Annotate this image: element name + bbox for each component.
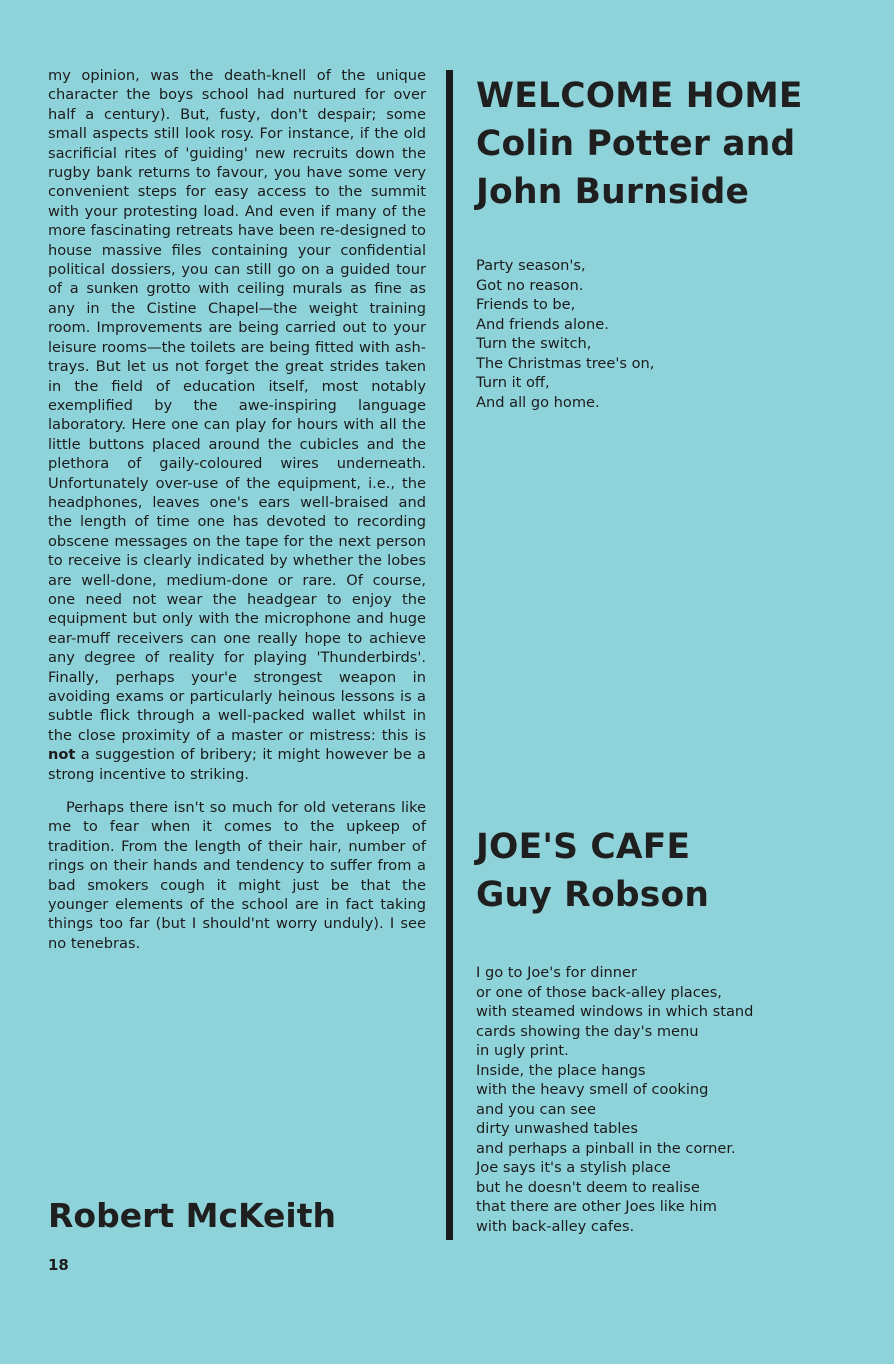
poem-line: And all go home.	[476, 393, 600, 411]
poem-line: cards showing the day's menu	[476, 1022, 699, 1040]
poem-line: or one of those back-alley places,	[476, 983, 722, 1001]
column-divider	[446, 70, 453, 1240]
poem-line: with back-alley cafes.	[476, 1217, 635, 1235]
article-text: a suggestion of bribery; it might however be a strong incentive to striking.	[48, 746, 426, 783]
article-text: my opinion, was the death-knell of the unique character the boys school had nurtured for over half a century). But, fusty, don't despair; some small aspects still look rosy. For instance, if the old sacrificial rites of 'guiding' new recruits down the rugby bank returns to favour, you have some very convenient steps for easy access to the summit with your protesting load. And even if many of the more fascinating retreats have been re-designed to house massive files containing your confidential political dossiers, you can still go on a guided tour of a sunken grotto with ceiling murals as fine as any in the Cistine Chapel—the weight training room. Improvements are being carried out to your leisure rooms—the toilets are being fitted with ash-trays. But let us not forget the great strides taken in the field of education itself, most notably exemplified by the awe-inspiring language laboratory. Here one can play for hours with all the little buttons placed around the cubicles and the plethora of gaily-coloured wires underneath. Unfortunately over-use of the equipment, i.e., the headphones, leaves one's ears well-braised and the length of time one has devoted to recording obscene messages on the tape for the next person to receive is clearly indicated by whether the lobes are well-done, medium-done or rare. Of course, one need not wear the headgear to enjoy the equipment but only with the microphone and huge ear-muff receivers can one really hope to achieve any degree of reality for playing 'Thunderbirds'. Finally, perhaps your'e strongest weapon in avoiding exams or particularly heinous lessons is a subtle flick through a well-packed wallet whilst in the close proximity of a master or mistress: this is	[48, 67, 426, 744]
poem-line: in ugly print.	[476, 1042, 569, 1059]
poem-line: that there are other Joes like him	[476, 1198, 717, 1215]
article-paragraph-2: Perhaps there isn't so much for old veterans like me to fear when it comes to the upkeep of tradition. From the length of their hair, number of rings on their hands and tendency to suffer from a bad smokers cough it might just be that the younger elements of the school are in fact taking things too far (but I should'nt worry unduly). I see no tenebras.	[48, 799, 426, 952]
poem-line: Friends to be,	[476, 296, 576, 313]
poem-line: Got no reason.	[476, 276, 584, 294]
poem-author-line: Guy Robson	[476, 875, 710, 915]
emphasis-not: not	[48, 746, 76, 764]
poem-line: I go to Joe's for dinner	[476, 964, 638, 981]
poem-body	[476, 256, 856, 412]
poem-title: WELCOME HOME	[476, 76, 803, 116]
poem-line: Turn it off,	[476, 374, 550, 391]
poem-line: Joe says it's a stylish place	[476, 1159, 671, 1176]
poem-line: and perhaps a pinball in the corner.	[476, 1139, 736, 1157]
poem-line: Turn the switch,	[476, 335, 592, 352]
poem-author-line: John Burnside	[476, 172, 750, 212]
poem-line: Inside, the place hangs	[476, 1061, 646, 1079]
poem-joes-cafe	[476, 823, 856, 1236]
poem-line: dirty unwashed tables	[476, 1120, 638, 1137]
poem-line: but he doesn't deem to realise	[476, 1178, 700, 1196]
poem-line: and you can see	[476, 1100, 596, 1118]
poem-line: with steamed windows in which stand	[476, 1003, 754, 1020]
poem-line: with the heavy smell of cooking	[476, 1081, 709, 1098]
poem-title: JOE'S CAFE	[476, 827, 691, 867]
article-author: Robert McKeith	[48, 1196, 336, 1235]
poem-welcome-home	[476, 72, 856, 412]
page-number: 18	[48, 1256, 69, 1274]
article-paragraph-1	[48, 66, 426, 784]
article-column	[48, 66, 426, 953]
poem-line: The Christmas tree's on,	[476, 354, 655, 372]
poem-body	[476, 963, 856, 1236]
poem-line: And friends alone.	[476, 315, 609, 333]
poem-line: Party season's,	[476, 257, 586, 274]
poem-author-line: Colin Potter and	[476, 124, 796, 164]
